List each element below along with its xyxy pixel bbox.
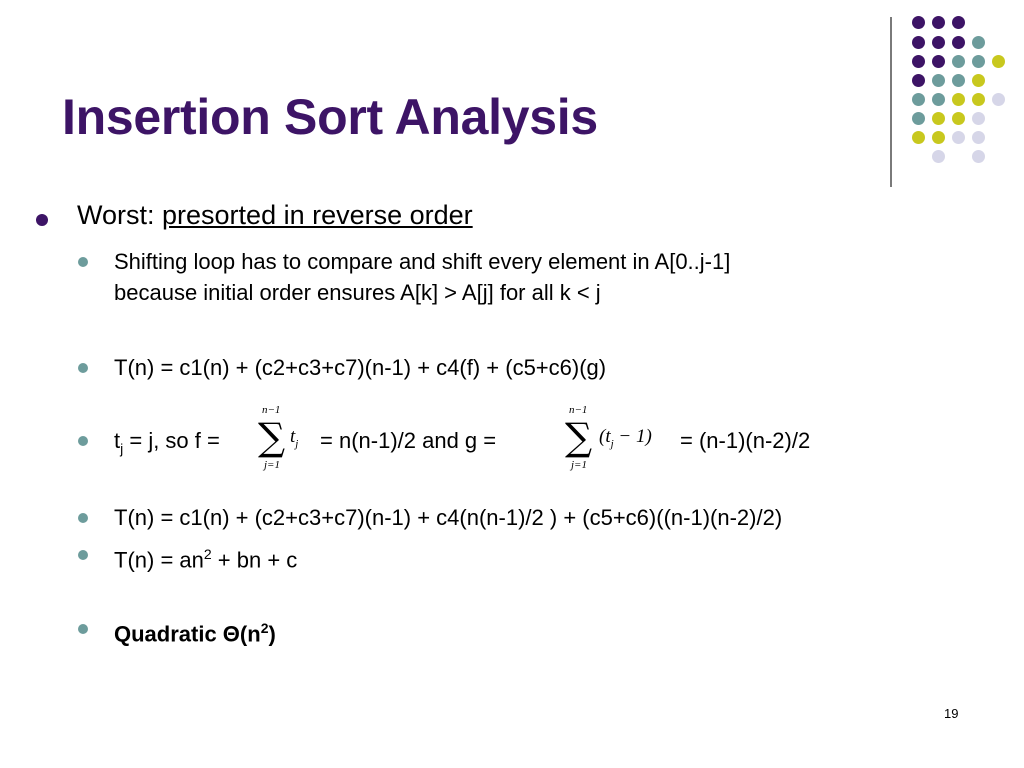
- shifting-line-1: Shifting loop has to compare and shift every element in A[0..j-1]: [114, 249, 731, 274]
- decorative-dot: [972, 150, 985, 163]
- tn-substituted-text: T(n) = c1(n) + (c2+c3+c7)(n-1) + c4(n(n-1)/2 ) + (c5+c6)((n-1)(n-2)/2): [114, 505, 783, 530]
- tj-part3: = (n-1)(n-2)/2: [680, 428, 811, 453]
- bullet-dot-icon: [78, 624, 88, 634]
- decorative-dot: [952, 36, 965, 49]
- decorative-dot: [932, 93, 945, 106]
- decorative-dot: [952, 55, 965, 68]
- bullet-dot-icon: [78, 550, 88, 560]
- decorative-dot: [952, 131, 965, 144]
- tj-part2: = n(n-1)/2 and g =: [320, 428, 497, 453]
- decorative-dot: [912, 36, 925, 49]
- decorative-dot: [932, 131, 945, 144]
- sum-g-term-open: (t: [599, 426, 611, 447]
- decorative-dot: [912, 74, 925, 87]
- bullet-dot-icon: [36, 214, 48, 226]
- decorative-dot: [932, 74, 945, 87]
- sum-g-term-sub: j: [610, 437, 614, 450]
- sum-g-upper: n−1: [569, 404, 588, 416]
- worst-detail: presorted in reverse order: [162, 200, 473, 230]
- quadratic-close: ): [268, 621, 276, 647]
- worst-label: Worst:: [77, 200, 163, 230]
- decorative-dot: [972, 112, 985, 125]
- quadratic-text: Quadratic Θ(n: [114, 621, 261, 647]
- decorative-dot: [932, 112, 945, 125]
- sum-g-lower: j=1: [571, 459, 587, 471]
- decorative-dot: [912, 112, 925, 125]
- sigma-icon: ∑: [258, 415, 286, 459]
- page-number: 19: [944, 706, 959, 721]
- decorative-dot: [972, 55, 985, 68]
- tn3-rest: + bn + c: [211, 547, 298, 573]
- decorative-dot: [952, 112, 965, 125]
- decorative-dot: [972, 74, 985, 87]
- slide-title: Insertion Sort Analysis: [62, 89, 598, 145]
- decorative-dot: [972, 131, 985, 144]
- sum-g-term-close: − 1): [613, 426, 652, 447]
- quadratic-sup: 2: [260, 620, 269, 636]
- tn3-sup: 2: [203, 546, 212, 562]
- decorative-dot: [912, 93, 925, 106]
- bullet-dot-icon: [78, 513, 88, 523]
- tj-t: t: [114, 428, 121, 453]
- tj-sub: j: [120, 440, 124, 457]
- tj-part1: = j, so f =: [123, 428, 220, 453]
- shifting-line-2: because initial order ensures A[k] > A[j] for all k < j: [114, 280, 601, 305]
- tn-general-text: T(n) = c1(n) + (c2+c3+c7)(n-1) + c4(f) + (c5+c6)(g): [114, 355, 607, 380]
- sum-f-term: t: [290, 426, 296, 447]
- decorative-dot: [952, 16, 965, 29]
- decorative-dot: [952, 74, 965, 87]
- decorative-dot: [932, 36, 945, 49]
- decorative-dot: [912, 55, 925, 68]
- sigma-icon: ∑: [565, 415, 593, 459]
- sum-f-formula: [256, 404, 316, 476]
- bullet-dot-icon: [78, 436, 88, 446]
- decorative-dot: [912, 131, 925, 144]
- sum-f-term-sub: j: [295, 437, 299, 450]
- sum-f-upper: n−1: [262, 404, 281, 416]
- decorative-dot: [932, 55, 945, 68]
- decorative-dot: [912, 16, 925, 29]
- tn3-text: T(n) = an: [114, 547, 204, 573]
- decorative-dot: [952, 93, 965, 106]
- sum-g-formula: [563, 404, 673, 476]
- decorative-dot: [992, 55, 1005, 68]
- decorative-dot: [972, 36, 985, 49]
- decorative-dot: [972, 93, 985, 106]
- divider-line: [890, 17, 892, 187]
- decorative-dot: [992, 93, 1005, 106]
- sum-f-lower: j=1: [264, 459, 280, 471]
- bullet-dot-icon: [78, 257, 88, 267]
- decorative-dot: [932, 150, 945, 163]
- bullet-dot-icon: [78, 363, 88, 373]
- decorative-dot: [932, 16, 945, 29]
